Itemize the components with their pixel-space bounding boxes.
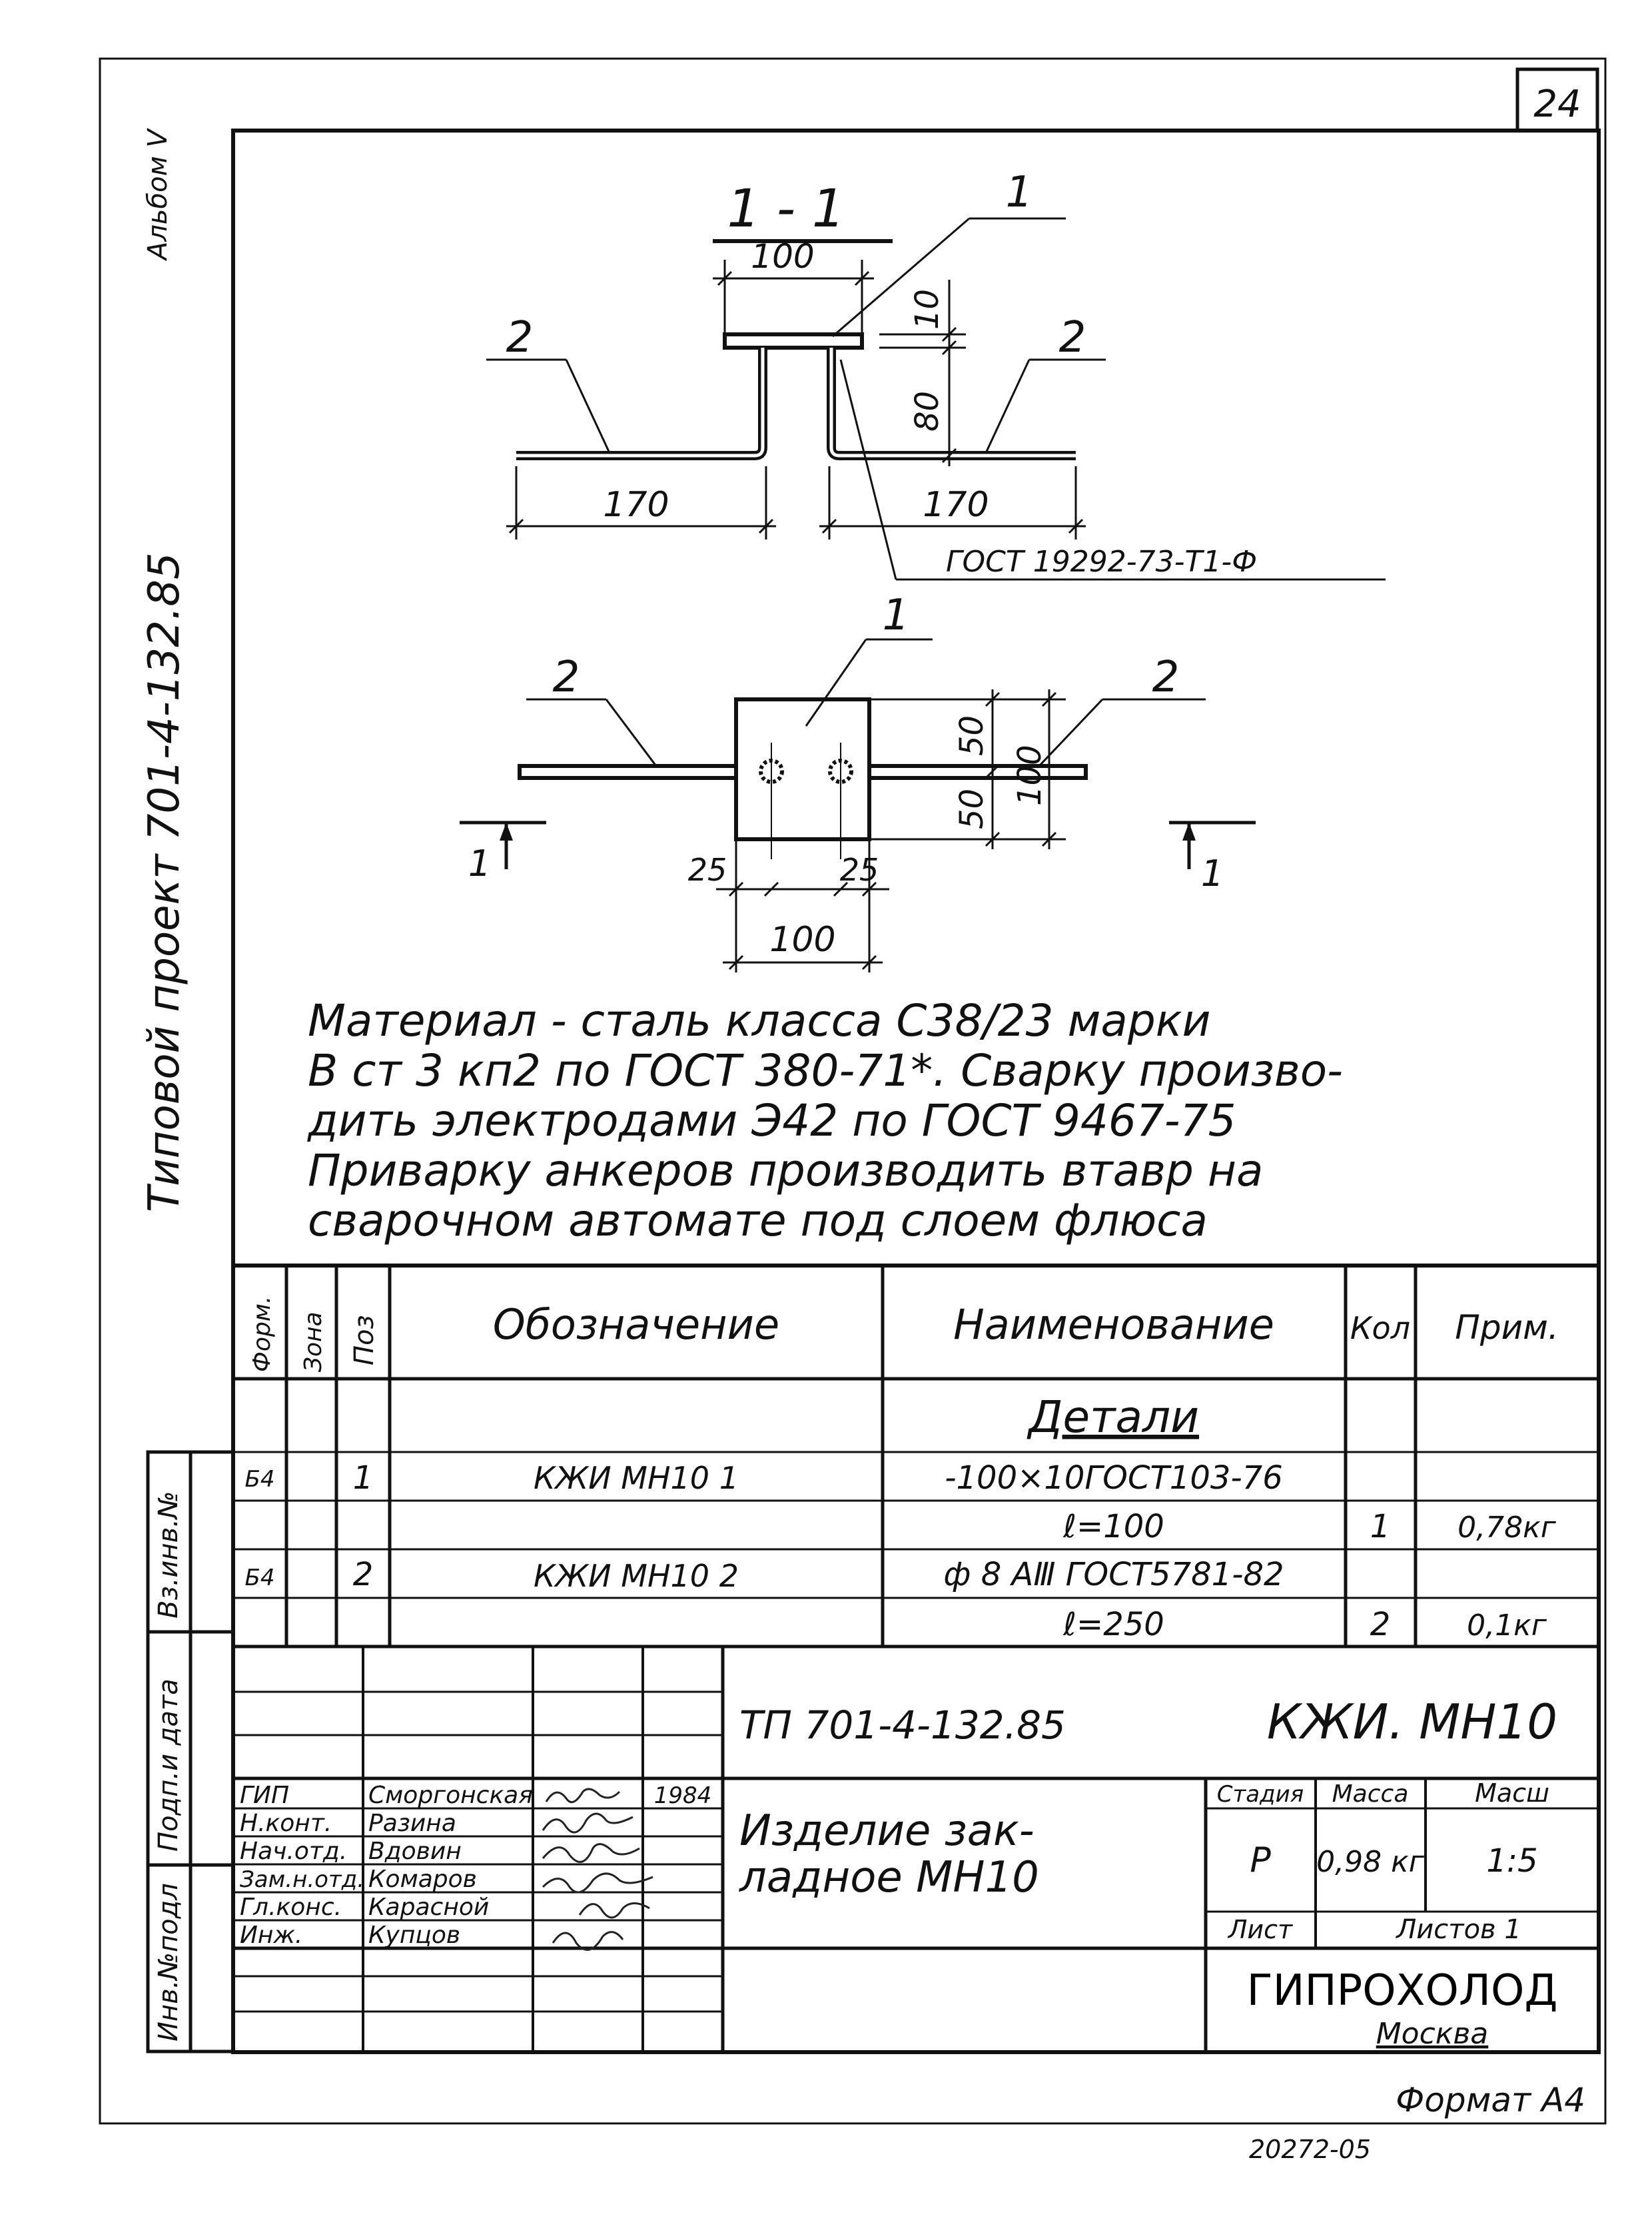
- plate-section: [725, 334, 862, 348]
- stage-value: Р: [1250, 1840, 1271, 1880]
- scale-label: Масш: [1475, 1778, 1549, 1808]
- dim-50-top: 50: [953, 715, 991, 756]
- anchor-bar-left: [516, 348, 763, 456]
- header-pos: Поз: [349, 1315, 380, 1365]
- album-label: Альбом V: [143, 129, 173, 260]
- material-notes: [307, 995, 1343, 1246]
- plan-anchor-rod-left: [520, 766, 736, 778]
- note-line-1: Материал - сталь класса С38/23 марки: [308, 995, 1211, 1046]
- org-city: Москва: [1376, 2017, 1489, 2051]
- org-name: ГИПРОХОЛОД: [1246, 1966, 1558, 2016]
- mass-label: Масса: [1332, 1780, 1409, 1808]
- anchor-bar-right: [831, 348, 1076, 456]
- inventory-number: 20272-05: [1249, 2135, 1371, 2164]
- staff-date-1: 1984: [653, 1782, 712, 1809]
- section-mark-right: 1: [1200, 853, 1224, 895]
- staff-role-1: ГИП: [240, 1782, 290, 1809]
- row4-qty: 2: [1370, 1606, 1391, 1643]
- note-line-3: дить электродами Э42 по ГОСТ 9467-75: [308, 1095, 1236, 1146]
- dim-100-top: 100: [751, 237, 815, 276]
- staff-name-1: Смоpгонская: [368, 1782, 533, 1809]
- staff-name-3: Вдовин: [368, 1838, 462, 1865]
- header-note: Прим.: [1455, 1308, 1559, 1347]
- row1-name: -100×10ГОСТ103-76: [945, 1459, 1283, 1497]
- row2-name: ℓ=100: [1063, 1508, 1164, 1545]
- plan-anchor-rod-right: [869, 766, 1086, 778]
- header-zone: Зона: [300, 1311, 327, 1372]
- callout-1-plan: 1: [882, 591, 910, 640]
- staff-name-4: Комаров: [368, 1866, 477, 1893]
- signature-scribbles: [543, 1789, 653, 1950]
- header-name: Наименование: [953, 1300, 1274, 1349]
- callout-2-left-section: 2: [506, 313, 534, 362]
- dim-10: 10: [909, 288, 946, 330]
- note-line-2: В ст 3 кп2 по ГОСТ 380-71*. Сварку произво-: [308, 1045, 1343, 1096]
- staff-name-6: Купцов: [368, 1922, 461, 1949]
- podp-data-label: Подп.и дата: [153, 1678, 184, 1852]
- dim-100-bottom: 100: [769, 920, 836, 960]
- row3-name: ф 8 АⅢ ГОСТ5781-82: [943, 1556, 1284, 1593]
- row4-note: 0,1кг: [1467, 1609, 1547, 1643]
- sheet-number: 24: [1533, 83, 1581, 126]
- callout-1-section: 1: [1005, 168, 1033, 217]
- row3-designation: КЖИ МН10 2: [534, 1558, 739, 1594]
- inv-podl-label: Инв.№подл: [153, 1883, 184, 2041]
- plan-plate: [736, 699, 869, 839]
- staff-role-3: Нач.отд.: [240, 1838, 348, 1865]
- row2-note: 0,78кг: [1457, 1511, 1556, 1545]
- callout-2-right-plan: 2: [1152, 653, 1180, 702]
- staff-role-5: Гл.конс.: [240, 1894, 342, 1921]
- row3-format: Б4: [244, 1565, 275, 1591]
- header-qty: Кол: [1350, 1310, 1411, 1346]
- callout-2-left-plan: 2: [552, 653, 580, 702]
- gost-weld-note: ГОСТ 19292-73-Т1-Ф: [946, 545, 1258, 579]
- dim-80: 80: [909, 390, 946, 432]
- staff-role-2: Н.конт.: [240, 1810, 332, 1837]
- dim-170-right: 170: [923, 485, 989, 525]
- doc-code: ТП 701-4-132.85: [739, 1702, 1066, 1748]
- row1-designation: КЖИ МН10 1: [534, 1460, 739, 1496]
- row1-pos: 1: [352, 1459, 374, 1497]
- sheet-label: Лист: [1228, 1915, 1293, 1944]
- row1-format: Б4: [244, 1466, 275, 1493]
- staff-role-4: Зам.н.отд.: [240, 1866, 365, 1893]
- row4-name: ℓ=250: [1063, 1606, 1164, 1643]
- staff-name-2: Разина: [368, 1810, 456, 1837]
- staff-name-5: Карасной: [368, 1894, 490, 1921]
- note-line-4: Приварку анкеров производить втавр на: [308, 1145, 1264, 1196]
- row2-qty: 1: [1370, 1508, 1391, 1545]
- section-1-1-view: [486, 168, 1386, 579]
- header-format: Форм.: [248, 1295, 276, 1372]
- plan-view: [460, 591, 1256, 972]
- header-designation: Обозначение: [492, 1300, 780, 1349]
- section-title: 1 - 1: [727, 179, 845, 239]
- row3-pos: 2: [352, 1556, 374, 1593]
- dim-50-bottom: 50: [953, 788, 991, 829]
- section-mark-left: 1: [468, 843, 492, 885]
- item-name-line2: ладное МН10: [739, 1853, 1039, 1902]
- sheets-label: Листов 1: [1396, 1914, 1521, 1945]
- note-line-5: сварочном автомате под слоем флюса: [308, 1195, 1208, 1246]
- callout-2-right-section: 2: [1058, 313, 1086, 362]
- project-vertical-title: Типовой проект 701-4-132.85: [140, 552, 189, 1212]
- scale-value: 1:5: [1486, 1842, 1538, 1880]
- dim-170-left: 170: [603, 485, 669, 525]
- staff-role-6: Инж.: [240, 1922, 303, 1949]
- section-title-details: Детали: [1028, 1391, 1200, 1443]
- item-name-line1: Изделие зак-: [739, 1806, 1034, 1856]
- dim-100-vertical: 100: [1011, 745, 1048, 806]
- stage-label: Стадия: [1216, 1781, 1304, 1808]
- mass-value: 0,98 кг: [1316, 1845, 1424, 1879]
- format-label: Формат А4: [1396, 2081, 1585, 2119]
- dim-25-left: 25: [687, 852, 727, 888]
- dim-25-right: 25: [839, 852, 879, 888]
- doc-mark: КЖИ. МН10: [1266, 1694, 1558, 1750]
- vz-inv-label: Вз.инв.№: [153, 1491, 184, 1619]
